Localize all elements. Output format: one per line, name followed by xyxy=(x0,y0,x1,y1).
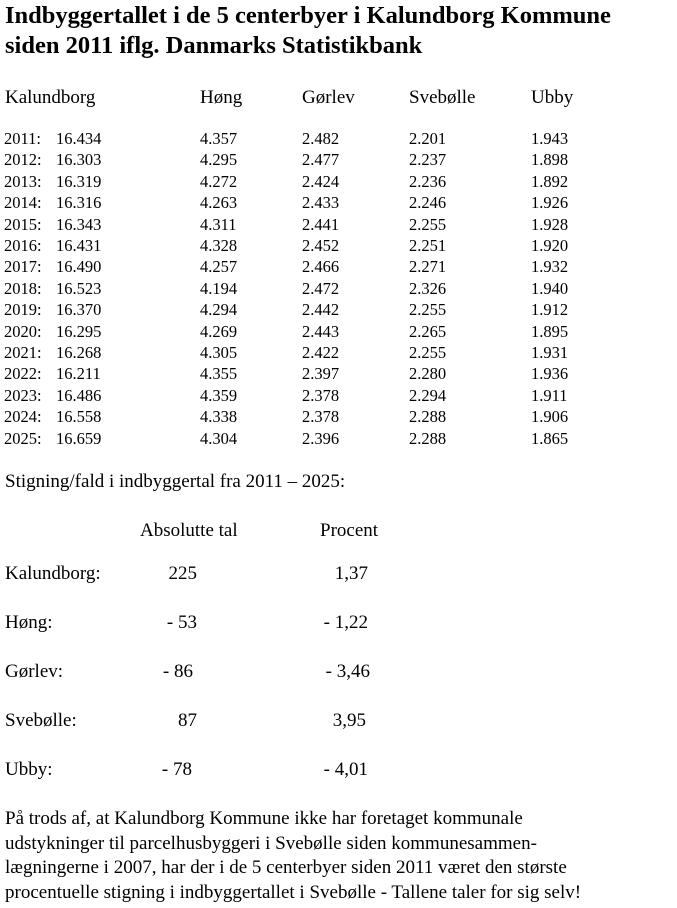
absolute-value: - 53 xyxy=(166,612,197,633)
goerlev-cell: 2.378 xyxy=(302,385,340,405)
svebolle-cell: 2.251 xyxy=(409,236,447,255)
hoeng-cell: 4.357 xyxy=(200,129,238,148)
ubby-cell: 1.906 xyxy=(531,407,569,427)
goerlev-cell: 2.378 xyxy=(302,407,340,427)
year-cell: 2015: xyxy=(4,214,42,234)
svebolle-cell: 2.280 xyxy=(409,364,447,384)
ubby-cell: 1.892 xyxy=(531,171,569,191)
table-row xyxy=(0,278,677,299)
year-cell: 2022: xyxy=(4,364,42,384)
conclusion-line-3: lægningerne i 2007, har der i de 5 centerbyer siden 2011 været den største xyxy=(5,857,567,878)
change-label: Høng: xyxy=(5,612,53,633)
goerlev-cell: 2.452 xyxy=(302,236,340,255)
table-row xyxy=(0,128,677,149)
absolute-header: Absolutte tal xyxy=(140,520,238,541)
year-cell: 2021: xyxy=(4,343,42,362)
svebolle-cell: 2.255 xyxy=(409,214,447,234)
svebolle-cell: 2.255 xyxy=(409,343,447,362)
ubby-cell: 1.928 xyxy=(531,214,569,234)
year-cell: 2018: xyxy=(4,278,42,298)
goerlev-cell: 2.396 xyxy=(302,428,340,448)
ubby-cell: 1.931 xyxy=(531,343,569,362)
kalundborg-cell: 16.558 xyxy=(56,407,102,427)
ubby-cell: 1.940 xyxy=(531,278,569,298)
svebolle-cell: 2.326 xyxy=(409,278,447,298)
goerlev-cell: 2.424 xyxy=(302,171,340,191)
percent-header: Procent xyxy=(320,520,379,541)
year-cell: 2025: xyxy=(4,428,42,448)
hoeng-cell: 4.294 xyxy=(200,300,238,320)
svebolle-cell: 2.294 xyxy=(409,385,447,405)
conclusion-line-2: udstykninger til parcelhusbyggeri i Svebølle siden kommunesammen- xyxy=(5,832,537,854)
kalundborg-cell: 16.370 xyxy=(56,300,102,320)
svebolle-cell: 2.288 xyxy=(409,407,447,427)
kalundborg-cell: 16.303 xyxy=(56,150,102,170)
goerlev-cell: 2.397 xyxy=(302,364,340,384)
percent-value: 3,95 xyxy=(332,710,366,731)
ubby-cell: 1.911 xyxy=(531,385,568,405)
table-row xyxy=(0,299,677,320)
goerlev-cell: 2.433 xyxy=(302,193,340,213)
change-label: Ubby: xyxy=(5,759,53,780)
kalundborg-cell: 16.316 xyxy=(56,193,102,213)
kalundborg-cell: 16.295 xyxy=(56,321,102,341)
column-header-kalundborg: Kalundborg xyxy=(5,87,96,108)
year-cell: 2012: xyxy=(4,150,42,170)
change-label: Svebølle: xyxy=(5,710,77,731)
change-label: Kalundborg: xyxy=(5,563,101,584)
kalundborg-cell: 16.486 xyxy=(56,385,102,405)
hoeng-cell: 4.304 xyxy=(200,428,238,448)
ubby-cell: 1.898 xyxy=(531,150,569,170)
ubby-cell: 1.943 xyxy=(531,129,569,148)
table-row xyxy=(0,235,677,256)
svebolle-cell: 2.237 xyxy=(409,150,447,170)
year-cell: 2016: xyxy=(4,236,42,255)
ubby-cell: 1.865 xyxy=(531,428,569,448)
year-cell: 2024: xyxy=(4,407,42,427)
column-header-hoeng: Høng xyxy=(200,87,243,108)
goerlev-cell: 2.472 xyxy=(302,278,340,298)
goerlev-cell: 2.422 xyxy=(302,343,340,362)
hoeng-cell: 4.295 xyxy=(200,150,238,170)
conclusion-paragraph xyxy=(5,807,675,905)
goerlev-cell: 2.441 xyxy=(302,214,340,234)
kalundborg-cell: 16.319 xyxy=(56,171,102,191)
kalundborg-cell: 16.268 xyxy=(56,343,102,362)
hoeng-cell: 4.194 xyxy=(200,278,238,298)
svebolle-cell: 2.236 xyxy=(409,171,447,191)
svebolle-cell: 2.265 xyxy=(409,321,447,341)
hoeng-cell: 4.311 xyxy=(200,214,237,234)
table-row xyxy=(0,342,677,363)
kalundborg-cell: 16.659 xyxy=(56,428,102,448)
absolute-value: 87 xyxy=(178,710,197,731)
table-row xyxy=(0,149,677,170)
year-cell: 2017: xyxy=(4,257,42,277)
svebolle-cell: 2.246 xyxy=(409,193,447,213)
conclusion-line-4: procentuelle stigning i indbyggertallet i Svebølle - Tallene taler for sig selv! xyxy=(5,881,582,903)
hoeng-cell: 4.359 xyxy=(200,385,238,405)
table-row xyxy=(0,385,677,406)
table-row xyxy=(0,171,677,192)
table-row xyxy=(0,428,677,449)
table-row xyxy=(0,192,677,213)
table-row xyxy=(0,406,677,427)
table-row xyxy=(0,321,677,342)
change-row xyxy=(0,561,677,587)
absolute-value: - 78 xyxy=(161,759,192,780)
goerlev-cell: 2.477 xyxy=(302,150,340,170)
ubby-cell: 1.912 xyxy=(531,300,569,320)
percent-value: - 4,01 xyxy=(323,759,368,780)
svebolle-cell: 2.271 xyxy=(409,257,447,277)
ubby-cell: 1.932 xyxy=(531,257,569,277)
absolute-value: 225 xyxy=(168,563,197,584)
goerlev-cell: 2.443 xyxy=(302,321,340,341)
change-label: Gørlev: xyxy=(5,661,64,682)
ubby-cell: 1.926 xyxy=(531,193,569,213)
year-cell: 2011: xyxy=(4,129,41,148)
title-line-1: Indbyggertallet i de 5 centerbyer i Kalundborg Kommune xyxy=(5,2,611,29)
goerlev-cell: 2.442 xyxy=(302,300,340,320)
hoeng-cell: 4.328 xyxy=(200,236,238,255)
kalundborg-cell: 16.343 xyxy=(56,214,102,234)
change-heading: Stigning/fald i indbyggertal fra 2011 – 2025: xyxy=(5,471,346,492)
percent-value: - 1,22 xyxy=(323,612,368,633)
year-cell: 2013: xyxy=(4,171,42,191)
svebolle-cell: 2.255 xyxy=(409,300,447,320)
svebolle-cell: 2.288 xyxy=(409,428,447,448)
year-cell: 2020: xyxy=(4,321,42,341)
page-title xyxy=(5,1,675,61)
ubby-cell: 1.936 xyxy=(531,364,569,384)
goerlev-cell: 2.466 xyxy=(302,257,340,277)
hoeng-cell: 4.305 xyxy=(200,343,238,362)
hoeng-cell: 4.355 xyxy=(200,364,238,384)
hoeng-cell: 4.257 xyxy=(200,257,238,277)
kalundborg-cell: 16.434 xyxy=(56,129,102,148)
column-header-ubby: Ubby xyxy=(531,87,574,108)
change-row xyxy=(0,757,677,783)
year-cell: 2014: xyxy=(4,193,42,213)
kalundborg-cell: 16.431 xyxy=(56,236,102,255)
kalundborg-cell: 16.211 xyxy=(56,364,101,384)
svebolle-cell: 2.201 xyxy=(409,129,447,148)
column-header-svebolle: Svebølle xyxy=(409,87,476,108)
percent-value: - 3,46 xyxy=(325,661,370,682)
change-row xyxy=(0,610,677,636)
year-cell: 2019: xyxy=(4,300,42,320)
ubby-cell: 1.895 xyxy=(531,321,569,341)
column-header-goerlev: Gørlev xyxy=(302,87,355,108)
hoeng-cell: 4.269 xyxy=(200,321,238,341)
goerlev-cell: 2.482 xyxy=(302,129,340,148)
table-row xyxy=(0,363,677,384)
hoeng-cell: 4.338 xyxy=(200,407,238,427)
title-line-2: siden 2011 iflg. Danmarks Statistikbank xyxy=(5,32,423,59)
absolute-value: - 86 xyxy=(162,661,193,682)
percent-value: 1,37 xyxy=(334,563,368,584)
change-row xyxy=(0,708,677,734)
hoeng-cell: 4.272 xyxy=(200,171,238,191)
change-row xyxy=(0,659,677,685)
year-cell: 2023: xyxy=(4,385,42,405)
table-row xyxy=(0,256,677,277)
table-row xyxy=(0,214,677,235)
kalundborg-cell: 16.523 xyxy=(56,278,102,298)
hoeng-cell: 4.263 xyxy=(200,193,238,213)
conclusion-line-1: På trods af, at Kalundborg Kommune ikke har foretaget kommunale xyxy=(5,808,523,829)
kalundborg-cell: 16.490 xyxy=(56,257,102,277)
ubby-cell: 1.920 xyxy=(531,236,569,255)
